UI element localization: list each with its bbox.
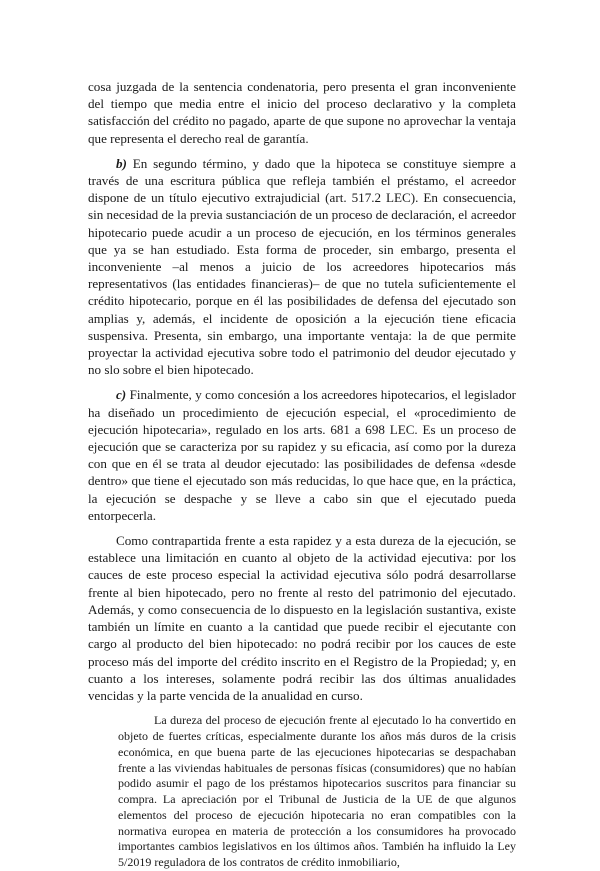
paragraph-continuation: cosa juzgada de la sentencia condenatoria, pero presenta el gran inconveniente del tiempo que media entre el inicio del proceso declarativo y la completa satisfacción del crédito no pagado, aparte de que supone no aprovechar la ventaja que representa el derecho real de garantía. [88,79,516,146]
paragraph-c-text: Finalmente, y como concesión a los acreedores hipotecarios, el legislador ha diseñado un procedimiento de ejecución especial, el «procedimiento de ejecución hipotecaria», regulado en los arts. 681 a 698 LEC. Es un proceso de ejecución que se caracteriza por su rapidez y su eficacia, así como por la dureza con que en él se trata al deudor ejecutado: las posibilidades de defensa «desde dentro» que tiene el ejecutado son más reducidas, lo que hace que, en la práctica, la ejecución se despache y se lleve a cabo sin que el ejecutado pueda entorpecerla. [88,387,516,523]
paragraph-b-label: b) [116,155,127,171]
note-block [118,713,516,871]
paragraph-c-label: c) [116,387,127,403]
note-text: La dureza del proceso de ejecución frente al ejecutado lo ha convertido en objeto de fuertes críticas, especialmente durante los años más duros de la crisis económica, en que buena parte de las ejecuciones hipotecarias se despachaban frente a las viviendas habituales de personas físicas (consumidores) que no habían podido asumir el pago de los préstamos hipotecarios suscritos para financiar su compra. La apreciación por el Tribunal de Justicia de la UE de que algunos elementos del proceso de ejecución hipotecaria no eran compatibles con la normativa europea en materia de protección a los consumidores ha provocado importantes cambios legislativos en los últimos años. También ha influido la Ley 5/2019 reguladora de los contratos de crédito inmobiliario, [118,713,516,870]
paragraph-b [88,155,516,379]
page-body [88,78,516,871]
paragraph-c [88,386,516,524]
paragraph-b-text: En segundo término, y dado que la hipoteca se constituye siempre a través de una escritura pública que refleja también el préstamo, el acreedor dispone de un título ejecutivo extrajudicial (art. 517.2 LEC). En consecuencia, sin necesidad de la previa sustanciación de un proceso de declaración, el acreedor hipotecario puede acudir a un proceso de ejecución, en los términos generales que ya se han estudiado. Esta forma de proceder, sin embargo, presenta el inconveniente –al menos a juicio de los acreedores hipotecarios más representativos (las entidades financieras)– de que no tutela suficientemente el crédito hipotecario, porque en él las posibilidades de defensa del ejecutado son amplias y, además, el incidente de oposición a la ejecución tiene eficacia suspensiva. Presenta, sin embargo, una importante ventaja: la de que permite proyectar la actividad ejecutiva sobre todo el patrimonio del deudor ejecutado y no slo sobre el bien hipotecado. [88,155,516,378]
paragraph-counterpart: Como contrapartida frente a esta rapidez y a esta dureza de la ejecución, se establece una limitación en cuanto al objeto de la actividad ejecutiva: por los cauces de este proceso especial la actividad ejecutiva sólo podrá desarrollarse frente al bien hipotecado, pero no frente al resto del patrimonio del ejecutado. Además, y como consecuencia de lo dispuesto en la legislación sustantiva, existe también un límite en cuanto a la cantidad que puede recibir el ejecutante con cargo al producto del bien hipotecado: no podrá recibir por los cauces de este proceso más del importe del crédito inscrito en el Registro de la Propiedad; y, en cuanto a los intereses, solamente podrá recibir las dos últimas anualidades vencidas y la parte vencida de la anualidad en curso. [88,533,516,703]
